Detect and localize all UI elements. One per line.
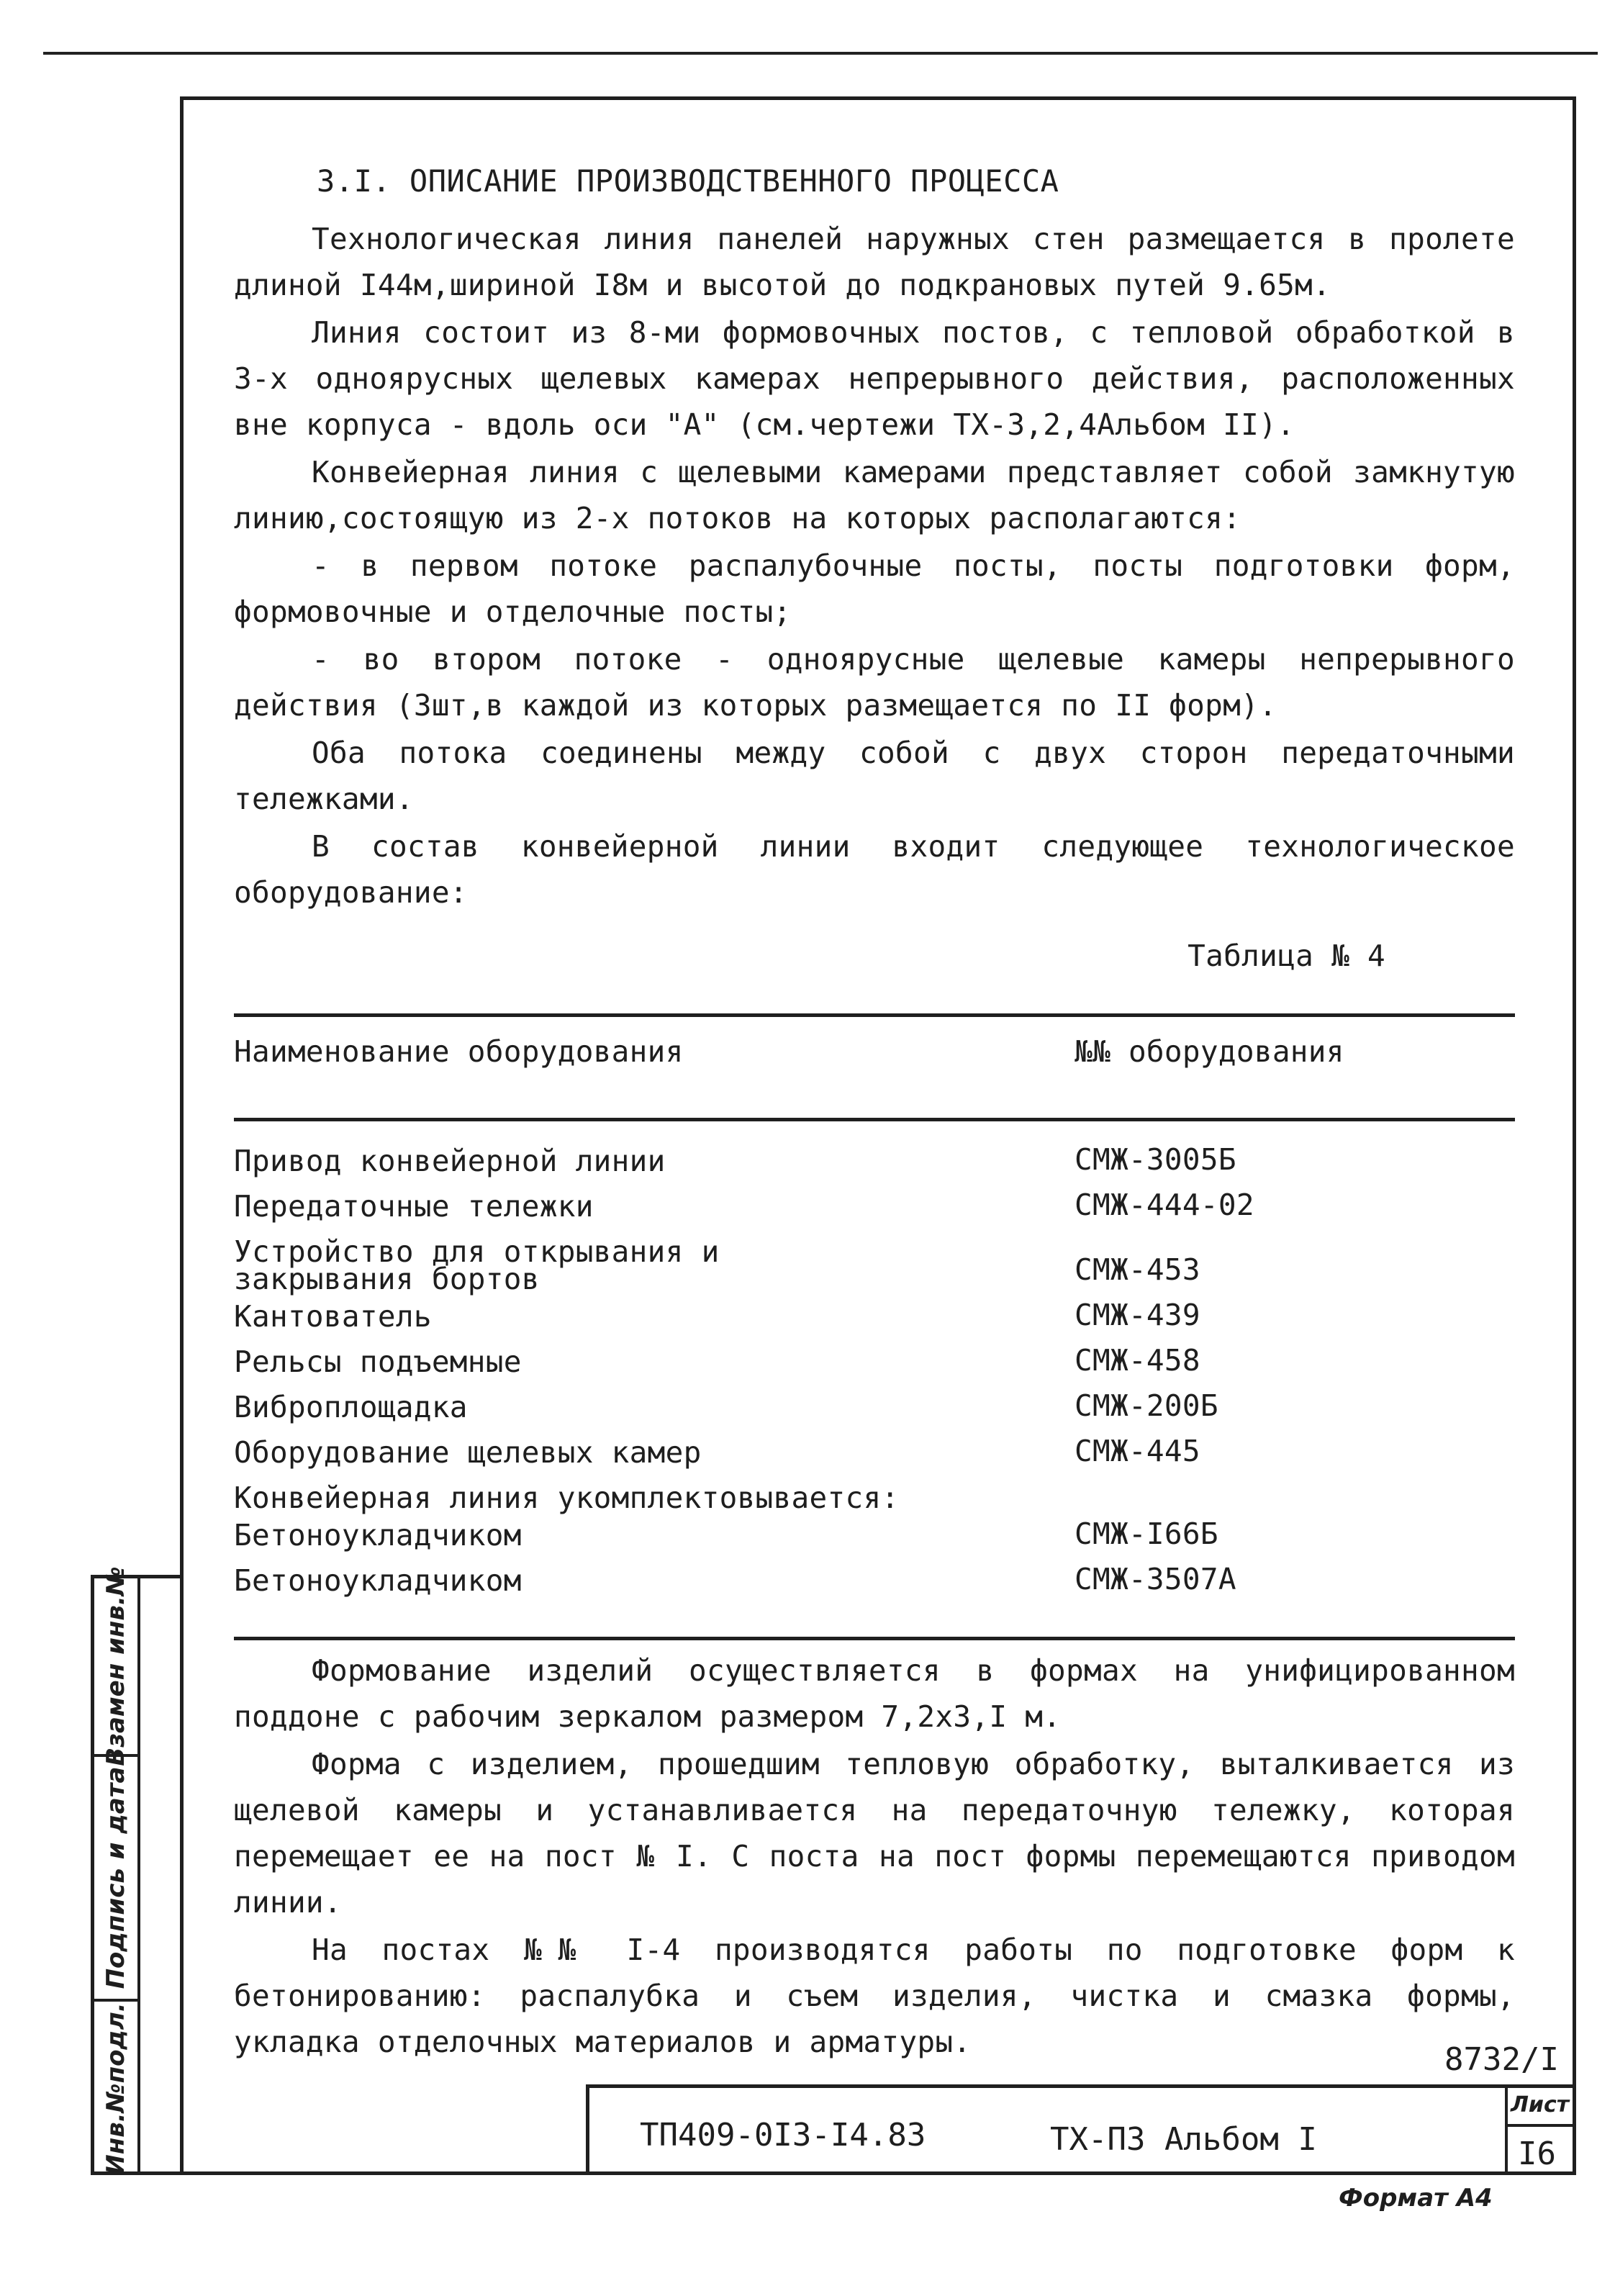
equipment-name: Кантователь — [234, 1299, 432, 1334]
equipment-code: СМЖ-3005Б — [1075, 1142, 1236, 1177]
table-row — [234, 1429, 1515, 1474]
paragraph-1: Технологическая линия панелей наружных стен размещается в пролете длиной I44м,шириной I8м и высотой до подкрановых путей 9.65м. — [234, 222, 1515, 302]
equipment-code: СМЖ-I66Б — [1075, 1517, 1218, 1551]
equipment-code: СМЖ-444-02 — [1075, 1188, 1254, 1222]
stamp-cell-sign — [94, 1757, 140, 2002]
equipment-name: Передаточные тележки — [234, 1189, 594, 1224]
paragraph-2: Линия состоит из 8-ми формовочных постов, с тепловой обработкой в 3-х одноярусных щелевых камерах непрерывного действия, расположенных вне корпуса - вдоль оси "А" (см.чертежи ТХ-3,2,4Альбом II). — [234, 315, 1515, 442]
paragraph-5: - во втором потоке - одноярусные щелевые камеры непрерывного действия (3шт,в каждой из которых размещается по II форм). — [234, 642, 1515, 723]
equipment-code: СМЖ-445 — [1075, 1434, 1200, 1468]
equipment-name: Оборудование щелевых камер — [234, 1435, 702, 1470]
header-name: Наименование оборудования — [234, 1034, 684, 1069]
equipment-code: СМЖ-458 — [1075, 1343, 1200, 1378]
table-row — [234, 1511, 1515, 1557]
paragraph-7: В состав конвейерной линии входит следующее технологическое оборудование: — [234, 829, 1515, 910]
equipment-name: Конвейерная линия укомплектовывается: — [234, 1481, 900, 1515]
equipment-code: СМЖ-439 — [1075, 1298, 1200, 1332]
format-label: Формат А4 — [1339, 2184, 1493, 2213]
equipment-name: Виброплощадка — [234, 1390, 468, 1424]
table-body — [234, 1121, 1515, 1637]
paragraph-10: На постах №№ I-4 производятся работы по подготовке форм к бетонированию: распалубка и съем изделия, чистка и смазка формы, укладка отделочных материалов и арматуры. — [234, 1933, 1515, 2059]
title-block — [586, 2084, 1576, 2175]
equipment-code: СМЖ-3507А — [1075, 1562, 1236, 1596]
paragraph-6: Оба потока соединены между собой с двух сторон передаточными тележками. — [234, 736, 1515, 816]
table-row — [234, 1338, 1515, 1383]
section-title: 3.I. ОПИСАНИЕ ПРОИЗВОДСТВЕННОГО ПРОЦЕССА — [317, 163, 1059, 199]
table-row — [234, 1557, 1515, 1602]
paragraph-4: - в первом потоке распалубочные посты, посты подготовки форм, формовочные и отделочные посты; — [234, 548, 1515, 629]
stamp-cell-replace — [94, 1566, 140, 1766]
title-album: ТХ-ПЗ Альбом I — [1050, 2121, 1317, 2158]
stamp-cell-orig — [94, 2002, 140, 2175]
stamp-inv-replace: Взамен инв.№ — [101, 1566, 130, 1766]
header-code: №№ оборудования — [1075, 1034, 1344, 1069]
top-border-line — [43, 52, 1598, 55]
paragraph-9: Форма с изделием, прошедшим тепловую обработку, выталкивается из щелевой камеры и устанавливается на передаточную тележку, которая перемещает ее на пост № I. С поста на пост формы перемещаются приводом линии. — [234, 1747, 1515, 1920]
sheet-label: Лист — [1511, 2092, 1570, 2118]
equipment-name: Рельсы подъемные — [234, 1344, 522, 1379]
equipment-table — [234, 1013, 1515, 1640]
table-row — [234, 1228, 1515, 1296]
sheet-number: I6 — [1518, 2135, 1556, 2172]
table-caption: Таблица № 4 — [1188, 939, 1385, 973]
stamp-sign-date: Подпись и дата — [101, 1766, 130, 1989]
stamp-inv-orig: Инв.№подл. — [101, 2002, 130, 2175]
sheet-separator — [1508, 2124, 1573, 2127]
left-stamp — [91, 1566, 180, 2175]
equipment-name: Бетоноукладчиком — [234, 1563, 522, 1598]
equipment-code: СМЖ-453 — [1075, 1252, 1200, 1287]
document-number: 8732/I — [1444, 2041, 1559, 2078]
table-row — [234, 1183, 1515, 1228]
table-row — [234, 1293, 1515, 1338]
sheet-box — [1505, 2088, 1573, 2175]
table-header — [234, 1017, 1515, 1118]
paragraph-3: Конвейерная линия с щелевыми камерами представляет собой замкнутую линию,состоящую из 2-х потоков на которых располагаются: — [234, 455, 1515, 535]
equipment-code — [1075, 1474, 1515, 1511]
equipment-code: СМЖ-200Б — [1075, 1388, 1218, 1423]
equipment-name: Бетоноукладчиком — [234, 1518, 522, 1552]
title-code: ТП409-0I3-I4.83 — [640, 2117, 926, 2153]
table-row — [234, 1137, 1515, 1183]
document-body — [234, 158, 1515, 2066]
equipment-name: Привод конвейерной линии — [234, 1144, 666, 1178]
equipment-name: Устройство для открывания и закрывания бортов — [234, 1234, 720, 1296]
table-row — [234, 1474, 1515, 1515]
table-row — [234, 1383, 1515, 1429]
paragraph-8: Формование изделий осуществляется в формах на унифицированном поддоне с рабочим зеркалом размером 7,2х3,I м. — [234, 1653, 1515, 1734]
table-bottom-rule — [234, 1637, 1515, 1640]
